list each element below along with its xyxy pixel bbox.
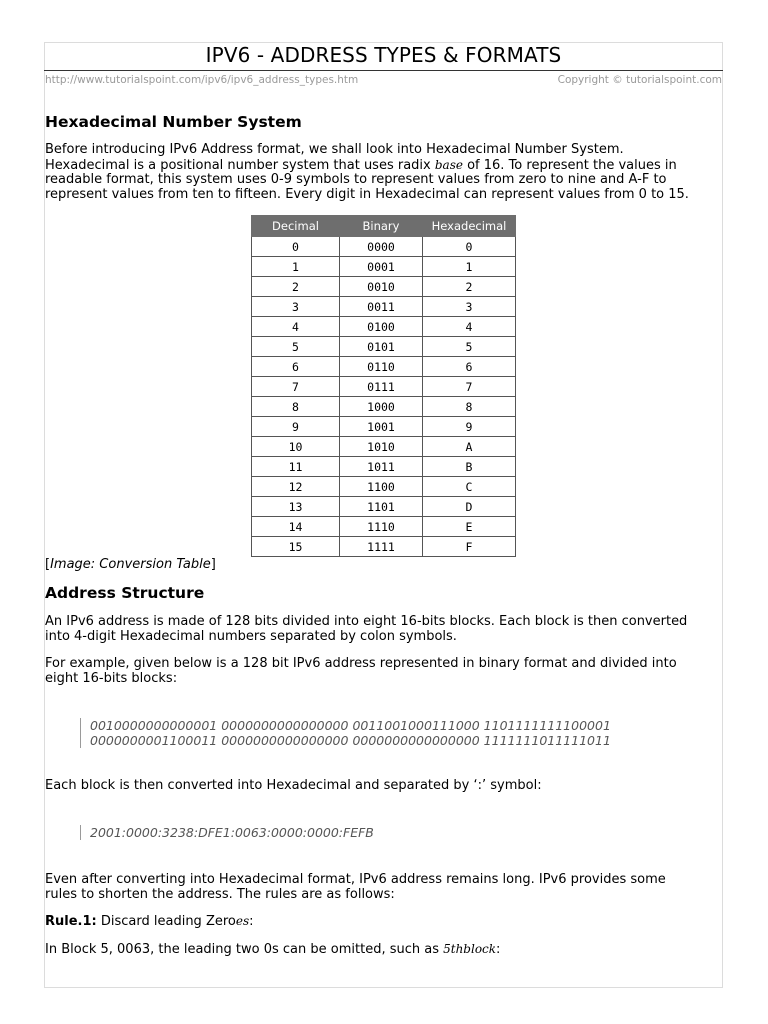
rule-1-example: In Block 5, 0063, the leading two 0s can be omitted, such as 5thblock: <box>45 942 501 957</box>
rule-1-label: Rule.1: <box>45 914 97 929</box>
table-cell: A <box>423 437 516 457</box>
table-cell: 0001 <box>340 257 423 277</box>
table-row <box>252 357 516 377</box>
table-row <box>252 397 516 417</box>
heading-hexadecimal: Hexadecimal Number System <box>45 113 302 131</box>
table-cell: 12 <box>252 477 340 497</box>
copyright-notice: Copyright © tutorialspoint.com <box>557 74 722 86</box>
table-row <box>252 417 516 437</box>
table-row <box>252 437 516 457</box>
table-cell: 0100 <box>340 317 423 337</box>
table-row <box>252 237 516 257</box>
table-row <box>252 277 516 297</box>
binary-line-1: 0010000000000001 0000000000000000 0011001000111000 1101111111100001 <box>90 718 611 733</box>
table-cell: 1011 <box>340 457 423 477</box>
table-cell: 9 <box>252 417 340 437</box>
table-cell: 4 <box>252 317 340 337</box>
table-cell: 1100 <box>340 477 423 497</box>
table-cell: 2 <box>423 277 516 297</box>
header-divider <box>44 70 723 71</box>
table-cell: 7 <box>252 377 340 397</box>
source-url[interactable]: http://www.tutorialspoint.com/ipv6/ipv6_address_types.htm <box>45 74 359 86</box>
binary-address-block <box>80 718 611 748</box>
table-cell: B <box>423 457 516 477</box>
table-cell: 6 <box>252 357 340 377</box>
table-cell: 2 <box>252 277 340 297</box>
table-cell: 0011 <box>340 297 423 317</box>
conversion-table-image <box>251 215 516 557</box>
table-cell: 1110 <box>340 517 423 537</box>
table-row <box>252 537 516 557</box>
table-cell: 0101 <box>340 337 423 357</box>
table-row <box>252 337 516 357</box>
table-cell: 15 <box>252 537 340 557</box>
table-row <box>252 257 516 277</box>
image-caption: [Image: Conversion Table] <box>45 557 216 572</box>
table-cell: 0 <box>423 237 516 257</box>
intro-line-3: readable format, this system uses 0-9 symbols to represent values from zero to nine and A-F to <box>45 172 667 188</box>
conversion-table <box>251 215 516 557</box>
table-row <box>252 517 516 537</box>
table-row <box>252 297 516 317</box>
table-header-row <box>252 216 516 237</box>
table-cell: 9 <box>423 417 516 437</box>
hex-address: 2001:0000:3238:DFE1:0063:0000:0000:FEFB <box>90 825 374 840</box>
table-cell: 5 <box>252 337 340 357</box>
example-paragraph: For example, given below is a 128 bit IPv6 address represented in binary format and divided into eight 16-bits blocks: <box>45 656 677 686</box>
radix-base-term: base <box>434 157 463 172</box>
page-title: IPV6 - ADDRESS TYPES & FORMATS <box>205 43 562 67</box>
rule-1: Rule.1: Discard leading Zeroes: <box>45 914 254 929</box>
table-cell: 4 <box>423 317 516 337</box>
table-cell: D <box>423 497 516 517</box>
table-cell: 13 <box>252 497 340 517</box>
table-cell: 10 <box>252 437 340 457</box>
intro-line-1: Before introducing IPv6 Address format, we shall look into Hexadecimal Number System. <box>45 142 624 157</box>
table-cell: 7 <box>423 377 516 397</box>
table-cell: 8 <box>423 397 516 417</box>
table-body <box>252 237 516 557</box>
table-row <box>252 477 516 497</box>
column-header-hexadecimal: Hexadecimal <box>423 216 516 237</box>
table-cell: 11 <box>252 457 340 477</box>
table-cell: 8 <box>252 397 340 417</box>
intro-line-2: Hexadecimal is a positional number system that uses radix base of 16. To represent the values in <box>45 157 677 173</box>
table-cell: 1 <box>423 257 516 277</box>
table-cell: 0110 <box>340 357 423 377</box>
structure-paragraph: An IPv6 address is made of 128 bits divided into eight 16-bits blocks. Each block is then converted into 4-digit Hexadecimal numbers separated by colon symbols. <box>45 614 688 644</box>
table-cell: 5 <box>423 337 516 357</box>
binary-line-2: 0000000001100011 0000000000000000 0000000000000000 1111111011111011 <box>90 733 611 748</box>
intro-paragraph <box>45 143 735 202</box>
table-cell: 0000 <box>340 237 423 257</box>
table-cell: 1000 <box>340 397 423 417</box>
table-cell: 1001 <box>340 417 423 437</box>
table-cell: 1101 <box>340 497 423 517</box>
table-row <box>252 377 516 397</box>
table-cell: 0111 <box>340 377 423 397</box>
table-cell: 3 <box>252 297 340 317</box>
table-cell: 1 <box>252 257 340 277</box>
table-cell: 1111 <box>340 537 423 557</box>
table-cell: 6 <box>423 357 516 377</box>
table-cell: C <box>423 477 516 497</box>
table-row <box>252 317 516 337</box>
column-header-decimal: Decimal <box>252 216 340 237</box>
table-cell: 14 <box>252 517 340 537</box>
hex-address-block <box>80 825 374 840</box>
table-cell: 0 <box>252 237 340 257</box>
column-header-binary: Binary <box>340 216 423 237</box>
table-cell: 3 <box>423 297 516 317</box>
table-cell: E <box>423 517 516 537</box>
conversion-paragraph: Each block is then converted into Hexadecimal and separated by ‘:’ symbol: <box>45 778 542 793</box>
table-row <box>252 457 516 477</box>
table-cell: F <box>423 537 516 557</box>
table-cell: 0010 <box>340 277 423 297</box>
intro-line-4: represent values from ten to fifteen. Every digit in Hexadecimal can represent values from 0 to 15. <box>45 186 689 202</box>
table-cell: 1010 <box>340 437 423 457</box>
table-row <box>252 497 516 517</box>
heading-address-structure: Address Structure <box>45 584 205 602</box>
rules-intro-paragraph: Even after converting into Hexadecimal format, IPv6 address remains long. IPv6 provides some rules to shorten the address. The rules are as follows: <box>45 872 666 902</box>
